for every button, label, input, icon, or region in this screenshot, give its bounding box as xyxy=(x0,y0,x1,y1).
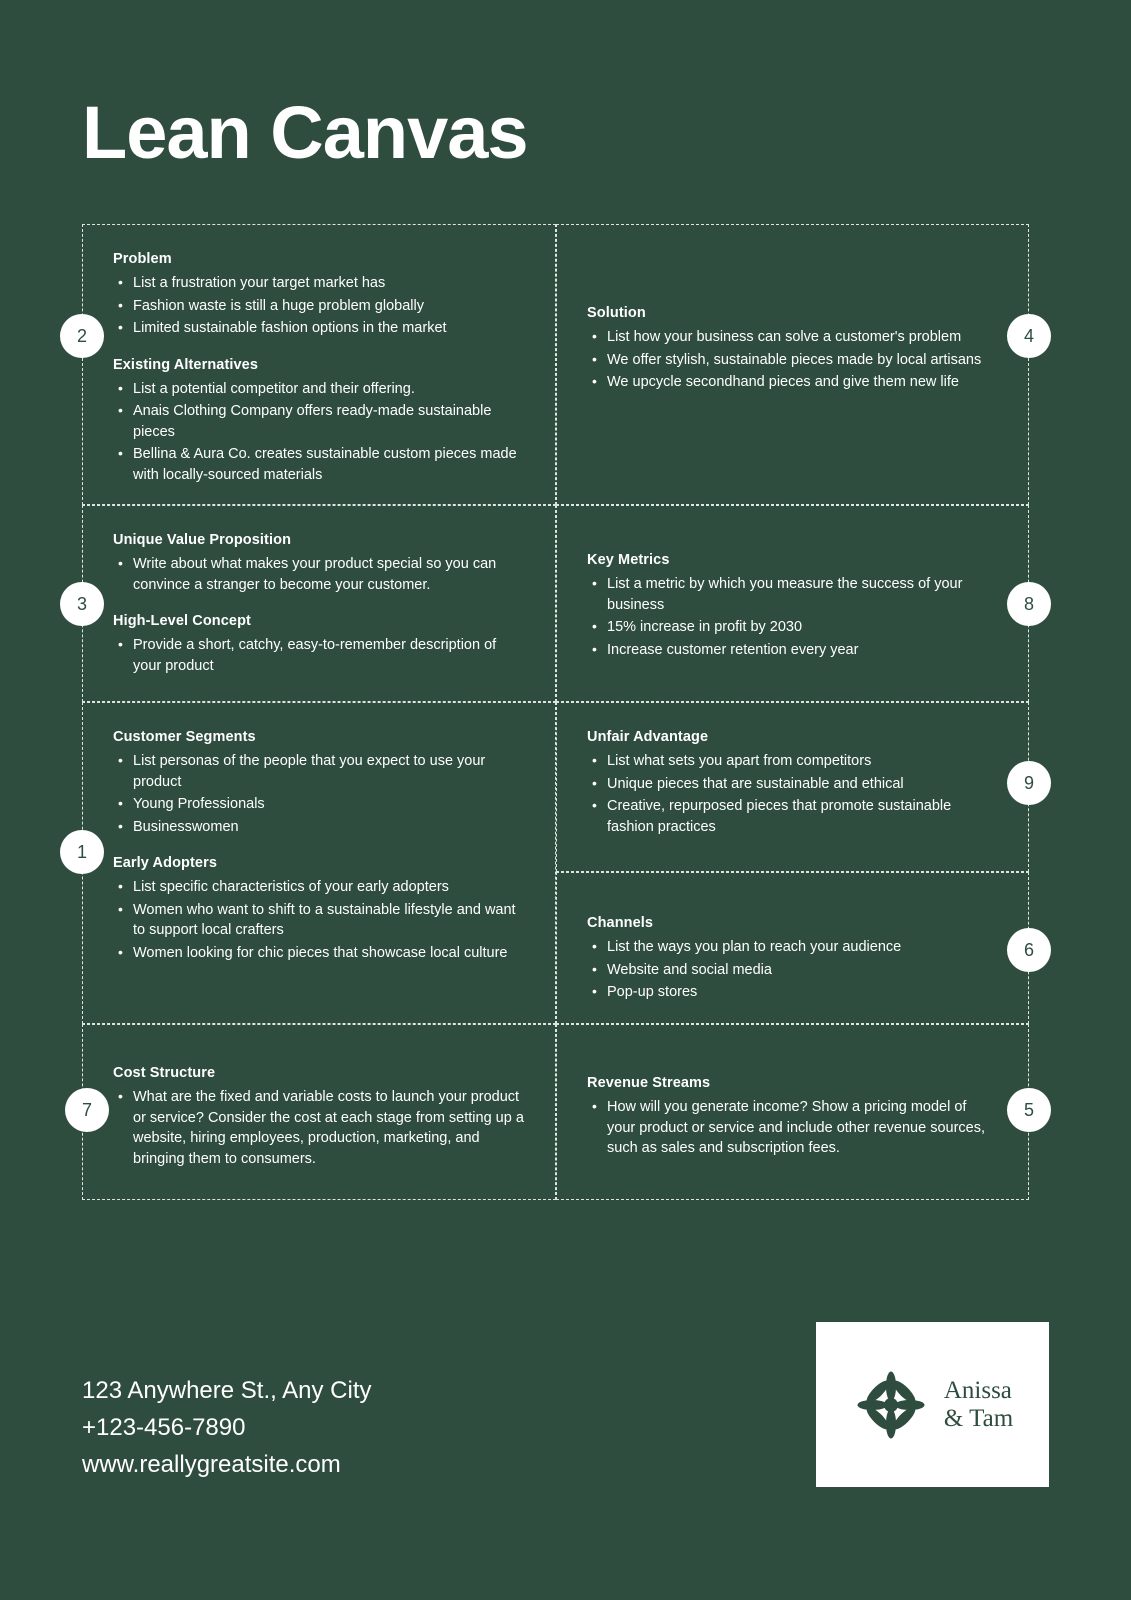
block-title: Solution xyxy=(587,305,646,321)
cell-solution xyxy=(556,224,1029,505)
block-title: Existing Alternatives xyxy=(113,356,258,373)
block-problem xyxy=(113,251,525,339)
badge-cost-structure: 7 xyxy=(65,1088,109,1132)
block-existing-alternatives xyxy=(113,357,525,486)
list-item: • List a potential competitor and their offering. xyxy=(133,379,525,400)
list-item: • Young Professionals xyxy=(133,794,525,815)
list-item: • Unique pieces that are sustainable and ethical xyxy=(607,774,998,795)
list-item: • Limited sustainable fashion options in the market xyxy=(133,318,525,339)
list-item: • Anais Clothing Company offers ready-made sustainable pieces xyxy=(133,401,525,442)
badge-key-metrics: 8 xyxy=(1007,582,1051,626)
list-item: • List how your business can solve a customer's problem xyxy=(607,327,998,348)
badge-customer-segments: 1 xyxy=(60,830,104,874)
block-items xyxy=(113,554,525,595)
flower-burst-icon xyxy=(852,1366,930,1444)
footer-address: 123 Anywhere St., Any City xyxy=(82,1377,372,1404)
cell-channels xyxy=(556,872,1029,1024)
list-item: • 15% increase in profit by 2030 xyxy=(607,617,998,638)
block-items xyxy=(587,327,998,393)
block-early-adopters xyxy=(113,855,525,963)
badge-unique-value-proposition: 3 xyxy=(60,582,104,626)
list-item: • List a frustration your target market has xyxy=(133,273,525,294)
cell-revenue-streams xyxy=(556,1024,1029,1200)
list-item: • List a metric by which you measure the success of your business xyxy=(607,574,998,615)
block-revenue-streams xyxy=(587,1075,998,1159)
list-item: • Website and social media xyxy=(607,960,998,981)
cell-unique-value-proposition xyxy=(82,505,556,702)
list-item: • Provide a short, catchy, easy-to-remember description of your product xyxy=(133,635,525,676)
list-item: • We offer stylish, sustainable pieces made by local artisans xyxy=(607,350,998,371)
block-items xyxy=(113,877,525,963)
block-items xyxy=(587,937,998,1003)
brand-line-2: & Tam xyxy=(943,1404,1014,1432)
lean-canvas-grid xyxy=(76,224,1034,1200)
cell-unfair-advantage xyxy=(556,702,1029,872)
footer-phone: +123-456-7890 xyxy=(82,1414,246,1442)
list-item: • What are the fixed and variable costs to launch your product or service? Consider the cost at each stage from setting up a website, hiring employees, production, marketing, and bringing them to consumers. xyxy=(133,1087,525,1169)
block-items xyxy=(113,1087,525,1169)
block-title: Unfair Advantage xyxy=(587,729,709,745)
block-items xyxy=(113,751,525,837)
block-channels xyxy=(587,915,998,1003)
list-item: • Creative, repurposed pieces that promote sustainable fashion practices xyxy=(607,796,998,837)
block-title: Revenue Streams xyxy=(587,1075,711,1091)
list-item: • List what sets you apart from competitors xyxy=(607,751,998,772)
list-item: • Women who want to shift to a sustainable lifestyle and want to support local crafters xyxy=(133,900,525,941)
block-unique-value-proposition xyxy=(113,532,525,595)
block-customer-segments xyxy=(113,729,525,837)
cell-customer-segments xyxy=(82,702,556,1024)
block-solution xyxy=(587,305,998,393)
block-unfair-advantage xyxy=(587,729,998,837)
block-items xyxy=(113,273,525,339)
footer-contact xyxy=(82,1372,372,1484)
list-item: • Increase customer retention every year xyxy=(607,640,998,661)
list-item: • Pop-up stores xyxy=(607,982,998,1003)
block-key-metrics xyxy=(587,552,998,660)
list-item: • Businesswomen xyxy=(133,817,525,838)
block-title: Key Metrics xyxy=(587,552,670,568)
badge-unfair-advantage: 9 xyxy=(1007,761,1051,805)
brand-name xyxy=(944,1377,1013,1433)
block-title: Customer Segments xyxy=(113,729,256,745)
cell-problem xyxy=(82,224,556,505)
block-items xyxy=(113,379,525,486)
badge-revenue-streams: 5 xyxy=(1007,1088,1051,1132)
list-item: • Bellina & Aura Co. creates sustainable custom pieces made with locally-sourced materials xyxy=(133,444,525,485)
block-items xyxy=(587,751,998,837)
list-item: • Fashion waste is still a huge problem globally xyxy=(133,296,525,317)
badge-solution: 4 xyxy=(1007,314,1051,358)
block-items xyxy=(113,635,525,676)
cell-key-metrics xyxy=(556,505,1029,702)
block-title: Unique Value Proposition xyxy=(113,532,292,548)
block-title: Early Adopters xyxy=(113,855,218,872)
page-title: Lean Canvas xyxy=(82,91,528,174)
list-item: • List personas of the people that you expect to use your product xyxy=(133,751,525,792)
list-item: • We upcycle secondhand pieces and give them new life xyxy=(607,372,998,393)
block-items xyxy=(587,1097,998,1159)
badge-problem: 2 xyxy=(60,314,104,358)
block-high-level-concept xyxy=(113,613,525,676)
block-title: Cost Structure xyxy=(113,1065,216,1081)
list-item: • List the ways you plan to reach your audience xyxy=(607,937,998,958)
footer-website: www.reallygreatsite.com xyxy=(82,1451,341,1479)
block-cost-structure xyxy=(113,1065,525,1169)
list-item: • Women looking for chic pieces that showcase local culture xyxy=(133,943,525,964)
cell-cost-structure xyxy=(82,1024,556,1200)
list-item: • How will you generate income? Show a pricing model of your product or service and include other revenue sources, such as sales and subscription fees. xyxy=(607,1097,998,1159)
block-title: Problem xyxy=(113,251,172,267)
block-title: High-Level Concept xyxy=(113,613,251,630)
block-title: Channels xyxy=(587,915,654,931)
logo-box xyxy=(816,1322,1049,1487)
list-item: • List specific characteristics of your early adopters xyxy=(133,877,525,898)
brand-line-1: Anissa xyxy=(943,1376,1012,1404)
list-item: • Write about what makes your product special so you can convince a stranger to become your customer. xyxy=(133,554,525,595)
badge-channels: 6 xyxy=(1007,928,1051,972)
block-items xyxy=(587,574,998,660)
